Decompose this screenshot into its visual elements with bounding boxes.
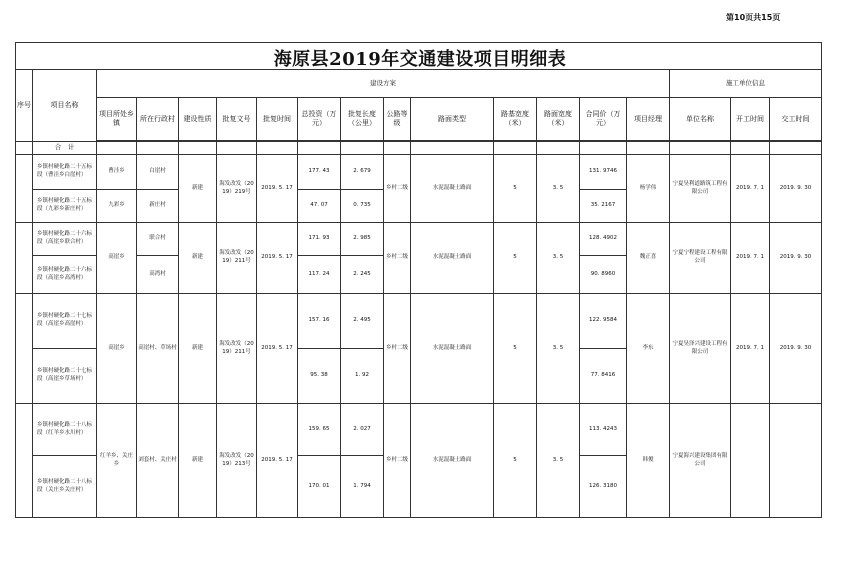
project-manager: 魏正喜 <box>627 223 670 294</box>
start-time: 2019. 7. 1 <box>731 155 770 223</box>
start-time: 2019. 7. 1 <box>731 294 770 404</box>
contract-price: 77. 8416 <box>580 349 627 404</box>
handover-time: 2019. 9. 30 <box>770 155 822 223</box>
project-name: 乡镇村硬化路二十八标段（关庄乡关庄村） <box>33 456 97 518</box>
length: 2. 245 <box>341 256 384 294</box>
town: 九彩乡 <box>97 190 137 223</box>
investment: 47. 07 <box>298 190 341 223</box>
contract-price: 113. 4243 <box>580 404 627 456</box>
approval-doc: 海发改发（2019）211号 <box>217 223 257 294</box>
project-manager: 李东 <box>627 294 670 404</box>
length: 2. 985 <box>341 223 384 256</box>
project-name: 乡镇村硬化路二十六标段（高崖乡联合村） <box>33 223 97 256</box>
header-contract-price: 合同价（万元） <box>580 98 627 141</box>
project-name: 乡镇村硬化路二十五标段（九彩乡新庄村） <box>33 190 97 223</box>
header-location-town: 项目所处乡镇 <box>97 98 137 141</box>
company-name: 宁夏海兴建设集团有限公司 <box>670 404 731 518</box>
road-grade: 乡村二级 <box>384 404 411 518</box>
subgrade-width: 5 <box>494 155 537 223</box>
company-name: 宁夏昊利道路筑工程有限公司 <box>670 155 731 223</box>
header-project-name: 项目名称 <box>33 70 97 142</box>
pavement-type: 水泥混凝土路面 <box>411 294 494 404</box>
length: 1. 92 <box>341 349 384 404</box>
header-approval-doc: 批复文号 <box>217 98 257 141</box>
village: 高崖村、草场村 <box>137 294 179 404</box>
approval-time: 2019. 5. 17 <box>257 404 298 518</box>
project-name: 乡镇村硬化路二十七标段（高崖乡草场村） <box>33 349 97 404</box>
header-approved-length: 批复长度（公里） <box>341 98 384 141</box>
pavement-width: 3. 5 <box>537 223 580 294</box>
project-manager: 韩俊 <box>627 404 670 518</box>
total-label: 合 计 <box>33 142 97 155</box>
contract-price: 126. 3180 <box>580 456 627 518</box>
header-nature: 建设性质 <box>179 98 217 141</box>
approval-doc: 海发改发（2019）219号 <box>217 155 257 223</box>
start-time: 2019. 7. 1 <box>731 223 770 294</box>
length: 2. 679 <box>341 155 384 190</box>
road-grade: 乡村二级 <box>384 294 411 404</box>
header-start-time: 开工时间 <box>731 98 770 141</box>
nature: 新建 <box>179 155 217 223</box>
town: 高崖乡 <box>97 223 137 294</box>
approval-doc: 海发改发（2019）213号 <box>217 404 257 518</box>
project-name: 乡镇村硬化路二十五标段（曹洼乡白崖村） <box>33 155 97 190</box>
village: 新庄村 <box>137 190 179 223</box>
header-road-grade: 公路等级 <box>384 98 411 141</box>
town: 红羊乡、关庄乡 <box>97 404 137 518</box>
row-seq <box>16 155 33 223</box>
contract-price: 90. 8960 <box>580 256 627 294</box>
road-grade: 乡村二级 <box>384 223 411 294</box>
handover-time: 2019. 9. 30 <box>770 294 822 404</box>
subgrade-width: 5 <box>494 223 537 294</box>
row-seq <box>16 223 33 294</box>
village: 刘套村、关庄村 <box>137 404 179 518</box>
company-name: 宁夏宁程建设工程有限公司 <box>670 223 731 294</box>
row-seq <box>16 404 33 518</box>
header-construction-plan: 建设方案 <box>97 70 670 98</box>
approval-time: 2019. 5. 17 <box>257 155 298 223</box>
nature: 新建 <box>179 223 217 294</box>
contract-price: 128. 4902 <box>580 223 627 256</box>
project-name: 乡镇村硬化路二十八标段（红羊乡水川村） <box>33 404 97 456</box>
header-subgrade-width: 路基宽度（米） <box>494 98 537 141</box>
header-handover-time: 交工时间 <box>770 98 822 141</box>
handover-time <box>770 404 822 518</box>
project-detail-table <box>15 42 822 518</box>
header-project-manager: 项目经理 <box>627 98 670 141</box>
nature: 新建 <box>179 294 217 404</box>
row-seq <box>16 294 33 404</box>
pavement-type: 水泥混凝土路面 <box>411 404 494 518</box>
company-name: 宁夏昊泽兴建设工程有限公司 <box>670 294 731 404</box>
length: 2. 495 <box>341 294 384 349</box>
start-time <box>731 404 770 518</box>
length: 1. 794 <box>341 456 384 518</box>
contract-price: 35. 2167 <box>580 190 627 223</box>
pavement-type: 水泥混凝土路面 <box>411 155 494 223</box>
header-admin-village: 所在行政村 <box>137 98 179 141</box>
pavement-type: 水泥混凝土路面 <box>411 223 494 294</box>
total-seq <box>16 142 33 155</box>
pavement-width: 3. 5 <box>537 155 580 223</box>
header-contractor-info: 施工单位信息 <box>670 70 822 98</box>
investment: 171. 93 <box>298 223 341 256</box>
project-name: 乡镇村硬化路二十七标段（高崖乡高崖村） <box>33 294 97 349</box>
town: 高崖乡 <box>97 294 137 404</box>
village: 联合村 <box>137 223 179 256</box>
header-seq: 序号 <box>16 70 33 142</box>
nature: 新建 <box>179 404 217 518</box>
subgrade-width: 5 <box>494 404 537 518</box>
investment: 170. 01 <box>298 456 341 518</box>
header-pavement-type: 路面类型 <box>411 98 494 141</box>
approval-doc: 海发改发（2019）211号 <box>217 294 257 404</box>
pavement-width: 3. 5 <box>537 404 580 518</box>
investment: 177. 43 <box>298 155 341 190</box>
pavement-width: 3. 5 <box>537 294 580 404</box>
approval-time: 2019. 5. 17 <box>257 294 298 404</box>
page-number: 第10页共15页 <box>726 13 781 22</box>
contract-price: 122. 9584 <box>580 294 627 349</box>
project-manager: 杨学伟 <box>627 155 670 223</box>
investment: 157. 16 <box>298 294 341 349</box>
handover-time: 2019. 9. 30 <box>770 223 822 294</box>
project-name: 乡镇村硬化路二十六标段（高崖乡高湾村） <box>33 256 97 294</box>
contract-price: 131. 9746 <box>580 155 627 190</box>
road-grade: 乡村二级 <box>384 155 411 223</box>
village: 高湾村 <box>137 256 179 294</box>
subgrade-width: 5 <box>494 294 537 404</box>
investment: 95. 38 <box>298 349 341 404</box>
length: 2. 027 <box>341 404 384 456</box>
town: 曹洼乡 <box>97 155 137 190</box>
investment: 159. 65 <box>298 404 341 456</box>
approval-time: 2019. 5. 17 <box>257 223 298 294</box>
header-company-name: 单位名称 <box>670 98 731 141</box>
page-title: 海原县2019年交通建设项目明细表 <box>273 49 567 70</box>
header-pavement-width: 路面宽度（米） <box>537 98 580 141</box>
header-total-investment: 总投资（万元） <box>298 98 341 141</box>
village: 白崖村 <box>137 155 179 190</box>
length: 0. 735 <box>341 190 384 223</box>
header-approval-time: 批复时间 <box>257 98 298 141</box>
investment: 117. 24 <box>298 256 341 294</box>
